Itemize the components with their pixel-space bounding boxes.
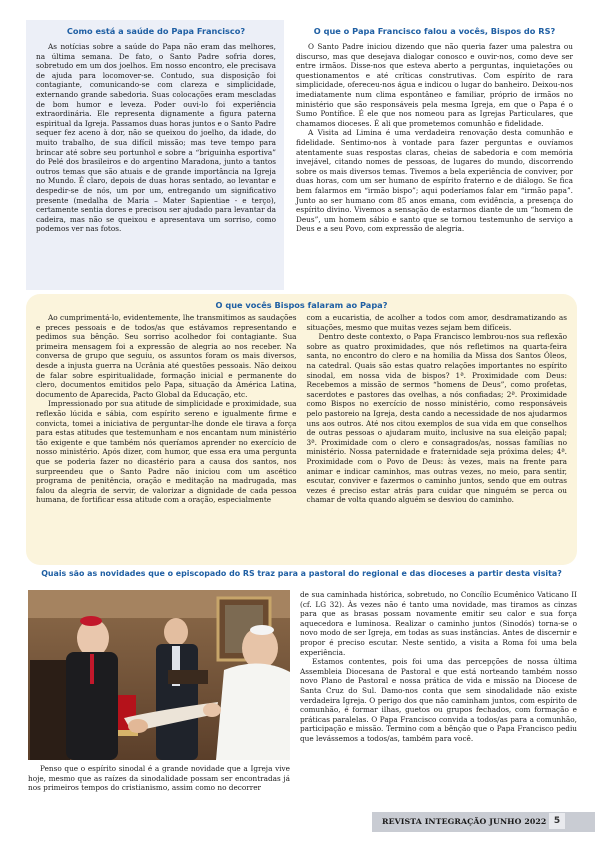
- bishops-heading: O que vocês Bispos falaram ao Papa?: [215, 300, 388, 310]
- news-paragraph: de sua caminhada histórica, sobretudo, no Concílio Ecumênico Vaticano II (cf. LG 32). Às vezes não é tanto uma novidade, mas tiramos as cinzas para que as brasas possam novamente emitir seu calor e sua força aquecedora e luminosa. Realizar o caminho juntos (Sinodós) torna-se o novo modo de ser Igreja, em todas as suas instâncias. Antes de discernir e propor é preciso escutar. Neste sentido, a visita a Roma foi uma bela experiência.: [300, 590, 577, 657]
- bishops-paragraph: Ao cumprimentá-lo, evidentemente, lhe transmitimos as saudações e preces pessoais e de todos/as que estávamos representando e pedimos sua bênção. Seu sorriso acolhedor foi contagiante. Sua primeira mensagem foi a expressão de alegria ao nos receber. Na conversa de grupo que seguiu, os assuntos foram os mais diversos, desde a injusta guerra na Ucrânia até questões pessoais. Não deixou de falar sobre espiritualidade, formação inicial e permanente do clero, documentos emitidos pelo Papa, situação da América Latina, documento de Aparecida, Pacto Global da Educação, etc.: [36, 313, 297, 399]
- photo-caption: [28, 764, 290, 793]
- visit-heading: O que o Papa Francisco falou a vocês, Bispos do RS?: [313, 26, 556, 36]
- page-number: 5: [549, 813, 565, 829]
- bishops-column-left: [36, 313, 297, 505]
- audience-photo: [28, 590, 290, 760]
- bishops-column-right: [307, 313, 568, 505]
- health-paragraph: As notícias sobre a saúde do Papa não eram das melhores, na última semana. De fato, o Santo Padre sofria dores, sobretudo em um dos joelhos. Em nosso encontro, ele precisava de ajuda para locomover-se. Contudo, sua disposição foi contagiante, comunicando-se com clareza e simplicidade, externando grande sabedoria. Suas colocações eram mescladas de bom humor e leveza. Poder ouvi-lo foi experiência extraordinária. Ele representa dignamente a figura paterna espiritual da Igreja. Passamos duas horas juntos e o Santo Padre sequer fez aceno à dor, não se queixou do joelho, da idade, do muito trabalho, de sua difícil missão; mas teve tempo para brincar até sobre seu portunhol e sobre a “briguinha esportiva” do Pelé dos brasileiros e do argentino Maradona, junto a tantos outros temas que são atuais e de grande importância na Igreja no Mundo. É claro, depois de duas horas sentado, ao levantar e despedir-se de nós, um por um, entregando um significativo presente (medalha de Maria – Mater Sapientiae - e terço), certamente sentia dores e precisou ser ajudado para levantar da cadeira, mas não se queixou e apresentava um sorriso, como podemos ver nas fotos.: [36, 42, 276, 234]
- news-section: [300, 590, 577, 744]
- bishops-section: [26, 294, 577, 565]
- bishops-paragraph: com a eucaristia, de acolher a todos com amor, desdramatizando as situações, mesmo que muitas vezes sejam bem difíceis.: [306, 313, 567, 332]
- news-heading: Quais são as novidades que o episcopado do RS traz para a pastoral do regional e das dioceses a partir desta visita?: [41, 569, 562, 578]
- bishops-paragraph: Impressionado por sua atitude de simplicidade e proximidade, sua reflexão lúcida e sábia, com espírito sereno e igualmente firme e convicta, tomei a iniciativa de perguntar-lhe donde ele tirava a força para estas atitudes que testemunham e nos encantam num ministério tão exigente e que também nós queríamos aprender no exercício de nosso ministério. Após dizer, com humor, que essa era uma pergunta que se poderia fazer no dicastério para a causa dos santos, nos surpreendeu que o Santo Padre não iniciou com um ascético programa de penitência, oração e meditação na madrugada, mas falou da alegria de servir, de valorizar a dignidade de cada pessoa humana, de fortificar essa atitude com a oração, especialmente: [36, 399, 297, 505]
- page-footer: [0, 812, 595, 834]
- visit-body: [296, 42, 573, 234]
- visit-paragraph: A Visita ad Limina é uma verdadeira renovação desta comunhão e fidelidade. Sentimo-nos à vontade para fazer perguntas e ouvíamos atentamente suas respostas claras, cheias de sabedoria e com memória invejável, citando nomes de pessoas, de lugares do mundo, discorrendo sobre os mais diversos temas. Tivemos a bela experiência de conviver, por duas horas, com um ser humano de espírito fraterno e de diálogo. Se fica bem falarmos em “irmão bispo”; aqui poderíamos falar em “irmão papa”. Junto ao ser humano com 85 anos emana, com evidência, a presença do espírito divino. Vivemos a sensação de estarmos diante de um “homem de Deus”, um homem sábio e santo que se tornou testemunho de serviço a Deus e a seu Povo, com expressão de alegria.: [296, 128, 573, 234]
- bishops-paragraph: Dentro deste contexto, o Papa Francisco lembrou-nos sua reflexão sobre as quatro proximidades, que nós refletimos na quarta-feira santa, no encontro do clero e na homilia da Missa dos Santos Óleos, na catedral. Quais são estas quatro relações importantes no espírito sinodal, em nossa vida de bispos? 1ª. Proximidade com Deus: Recebemos a missão de sermos “homens de Deus”, como profetas, sacerdotes e pastores das ovelhas, a nós confiadas; 2ª. Proximidade como Bispos no exercício de nosso ministério, como responsáveis pelo pastoreio na Igreja, desta cando a necessidade de nos ajudarmos uns aos outros. Até nos citou exemplos de sua vida em que conselhos de outras pessoas o ajudaram muito, inclusive na sua eleição papal; 3ª. Proximidade com o clero e consagrados/as, nossas famílias no ministério. Nossa paternidade e fraternidade seja próxima deles; 4ª. Proximidade com o Povo de Deus: às vezes, mais na frente para animar e indicar caminhos, mas outras vezes, no meio, para sentir, escutar, conviver e fazermos o caminho juntos, sendo que em outras vezes é preciso estar atrás para cuidar que ninguém se perca ou chamar de volta quando alguém se desviou do caminho.: [306, 332, 567, 505]
- news-paragraph: Estamos contentes, pois foi uma das percepções de nossa última Assembleia Diocesana de Pastoral e que está norteando também nosso novo Plano de Pastoral e nossa prática de vida e missão na Diocese de Santa Cruz do Sul. Damo-nos conta que sem sinodalidade não existe verdadeira Igreja. O perigo dos que não caminham juntos, com espírito de comunhão, é formar ilhas, guetos ou grupos fechados, com formação e práticas paralelas. O Papa Francisco convida a todos/as para a comunhão, participação e missão. Termino com a bênção que o Papa Francisco pediu que levássemos a todos/as, também para você.: [300, 657, 577, 743]
- health-section: [26, 20, 284, 290]
- footer-label: REVISTA INTEGRAÇÃO JUNHO 2022: [382, 817, 547, 826]
- visit-paragraph: O Santo Padre iniciou dizendo que não queria fazer uma palestra ou discurso, mas que desejava dialogar conosco e ouvir-nos, como deve ser entre irmãos. Disse-nos que esteva aberto a perguntas, inquietações ou questionamentos e até críticas construtivas. Com espírito de rara simplicidade, ofereceu-nos água e indicou o lugar do banheiro. Deixou-nos imediatamente num clima espontâneo e familiar, próprio de irmãos no ministério que são responsáveis pela mesma Igreja, em que o Papa é o Sumo Pontífice. É ele que nos nomeou para as Igrejas Particulares, que chamamos dioceses. É ali que prometemos comunhão e fidelidade.: [296, 42, 573, 128]
- visit-section: [292, 20, 577, 290]
- health-heading: Como está a saúde do Papa Francisco?: [66, 26, 246, 36]
- caption-text: Penso que o espírito sinodal é a grande novidade que a Igreja vive hoje, mesmo que as raízes da sinodalidade possam ser encontradas já nos primeiros tempos do cristianismo, assim como no decorrer: [28, 764, 290, 793]
- health-body: [36, 42, 276, 234]
